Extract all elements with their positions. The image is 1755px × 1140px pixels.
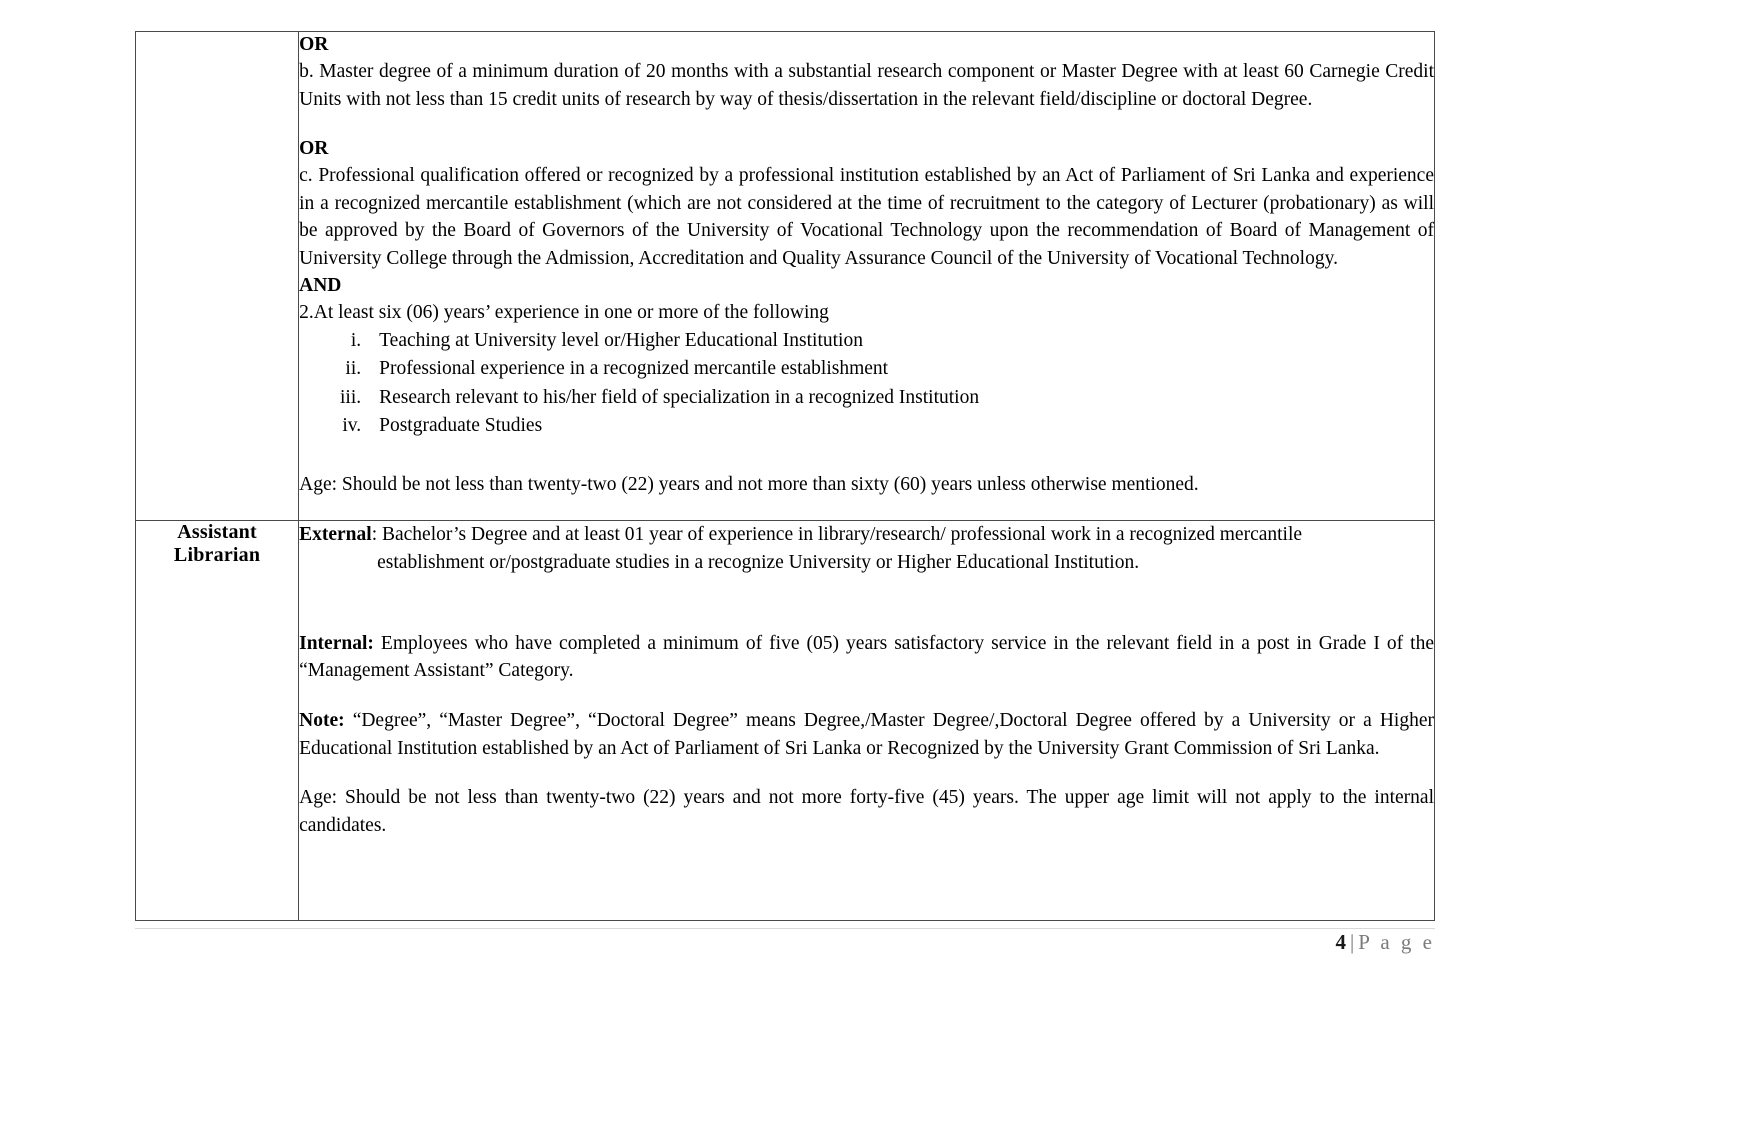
qualifications-table — [135, 31, 1435, 921]
qualification-cell-assistant-librarian — [299, 521, 1435, 921]
table-row — [136, 32, 1435, 521]
spacer — [299, 840, 1434, 880]
or-heading-c: OR — [299, 137, 329, 159]
post-name-cell-continuation — [136, 32, 299, 521]
internal-label: Internal: — [299, 632, 374, 654]
spacer — [299, 498, 1434, 520]
list-item-marker: i. — [350, 329, 362, 351]
list-item-label: Teaching at University level or/Higher Educational Institution — [379, 329, 863, 351]
external-requirement — [299, 521, 1434, 576]
page-separator: | — [1349, 930, 1355, 954]
internal-text: Employees who have completed a minimum of five (05) years satisfactory service in the relevant field in a post in Grade I of the “Management Assistant” Category. — [299, 632, 1434, 682]
table-row — [136, 521, 1435, 921]
list-item — [299, 412, 1434, 440]
page-number: 4 — [1335, 930, 1346, 954]
list-item — [299, 355, 1434, 383]
age-requirement-assistant-librarian: Age: Should be not less than twenty-two (22) years and not more forty-five (45) years. The upper age limit will not apply to the internal candidates. — [299, 787, 1434, 837]
note-label: Note: — [299, 710, 345, 732]
qualification-clause-c: c. Professional qualification offered or recognized by a professional institution established by an Act of Parliament of Sri Lanka and experience in a recognized mercantile establishment (which are not considered at the time of recruitment to the category of Lecturer (probationary) as will be approved by the Board of Governors of the University of Vocational Technology upon the recommendation of Board of Management of University College through the Admission, Accreditation and Quality Assurance Council of the University of Vocational Technology. — [299, 165, 1434, 270]
post-name-cell-assistant-librarian — [136, 521, 299, 921]
post-title-line-2: Librarian — [173, 543, 261, 566]
post-title-line-1: Assistant — [177, 521, 257, 544]
spacer — [299, 762, 1434, 784]
external-label: External — [299, 524, 372, 546]
page-word: P a g e — [1358, 930, 1435, 954]
internal-requirement — [299, 630, 1434, 685]
age-requirement-lecturer: Age: Should be not less than twenty-two (22) years and not more than sixty (60) years unless otherwise mentioned. — [299, 473, 1199, 495]
list-item-marker: ii. — [345, 358, 362, 380]
spacer — [299, 441, 1434, 471]
list-item-label: Postgraduate Studies — [379, 415, 543, 437]
note-text: “Degree”, “Master Degree”, “Doctoral Degree” means Degree,/Master Degree/,Doctoral Degree offered by a University or a Higher Educational Institution established by an Act of Parliament of Sri Lanka or Recognized by the University Grant Commission of Sri Lanka. — [299, 710, 1434, 759]
spacer — [299, 577, 1434, 617]
list-item-marker: iii. — [339, 386, 362, 408]
list-item — [299, 327, 1434, 355]
spacer — [299, 880, 1434, 920]
spacer — [299, 617, 1434, 630]
external-text-line-2: establishment or/postgraduate studies in a recognize University or Higher Educational Institution. — [377, 552, 1140, 573]
external-text-line-1: : Bachelor’s Degree and at least 01 year of experience in library/research/ professional work in a recognized mercantile — [371, 524, 1303, 546]
spacer — [299, 114, 1434, 136]
list-item-marker: iv. — [342, 415, 362, 437]
footer-page-indicator — [1335, 930, 1435, 955]
spacer — [299, 685, 1434, 707]
experience-list — [299, 327, 1434, 441]
list-item-label: Professional experience in a recognized mercantile establishment — [379, 358, 889, 380]
footer-divider — [135, 928, 1435, 929]
and-heading: AND — [299, 274, 342, 296]
experience-intro: 2.At least six (06) years’ experience in one or more of the following — [299, 302, 829, 324]
list-item-label: Research relevant to his/her field of specialization in a recognized Institution — [379, 386, 980, 408]
or-heading-b: OR — [299, 34, 329, 55]
qualification-cell-continuation — [299, 32, 1435, 521]
note-paragraph — [299, 707, 1434, 762]
qualification-clause-b: b. Master degree of a minimum duration of 20 months with a substantial research component or Master Degree with at least 60 Carnegie Credit Units with not less than 15 credit units of research by way of thesis/dissertation in the relevant field/discipline or doctoral Degree. — [299, 61, 1434, 110]
list-item — [299, 384, 1434, 412]
